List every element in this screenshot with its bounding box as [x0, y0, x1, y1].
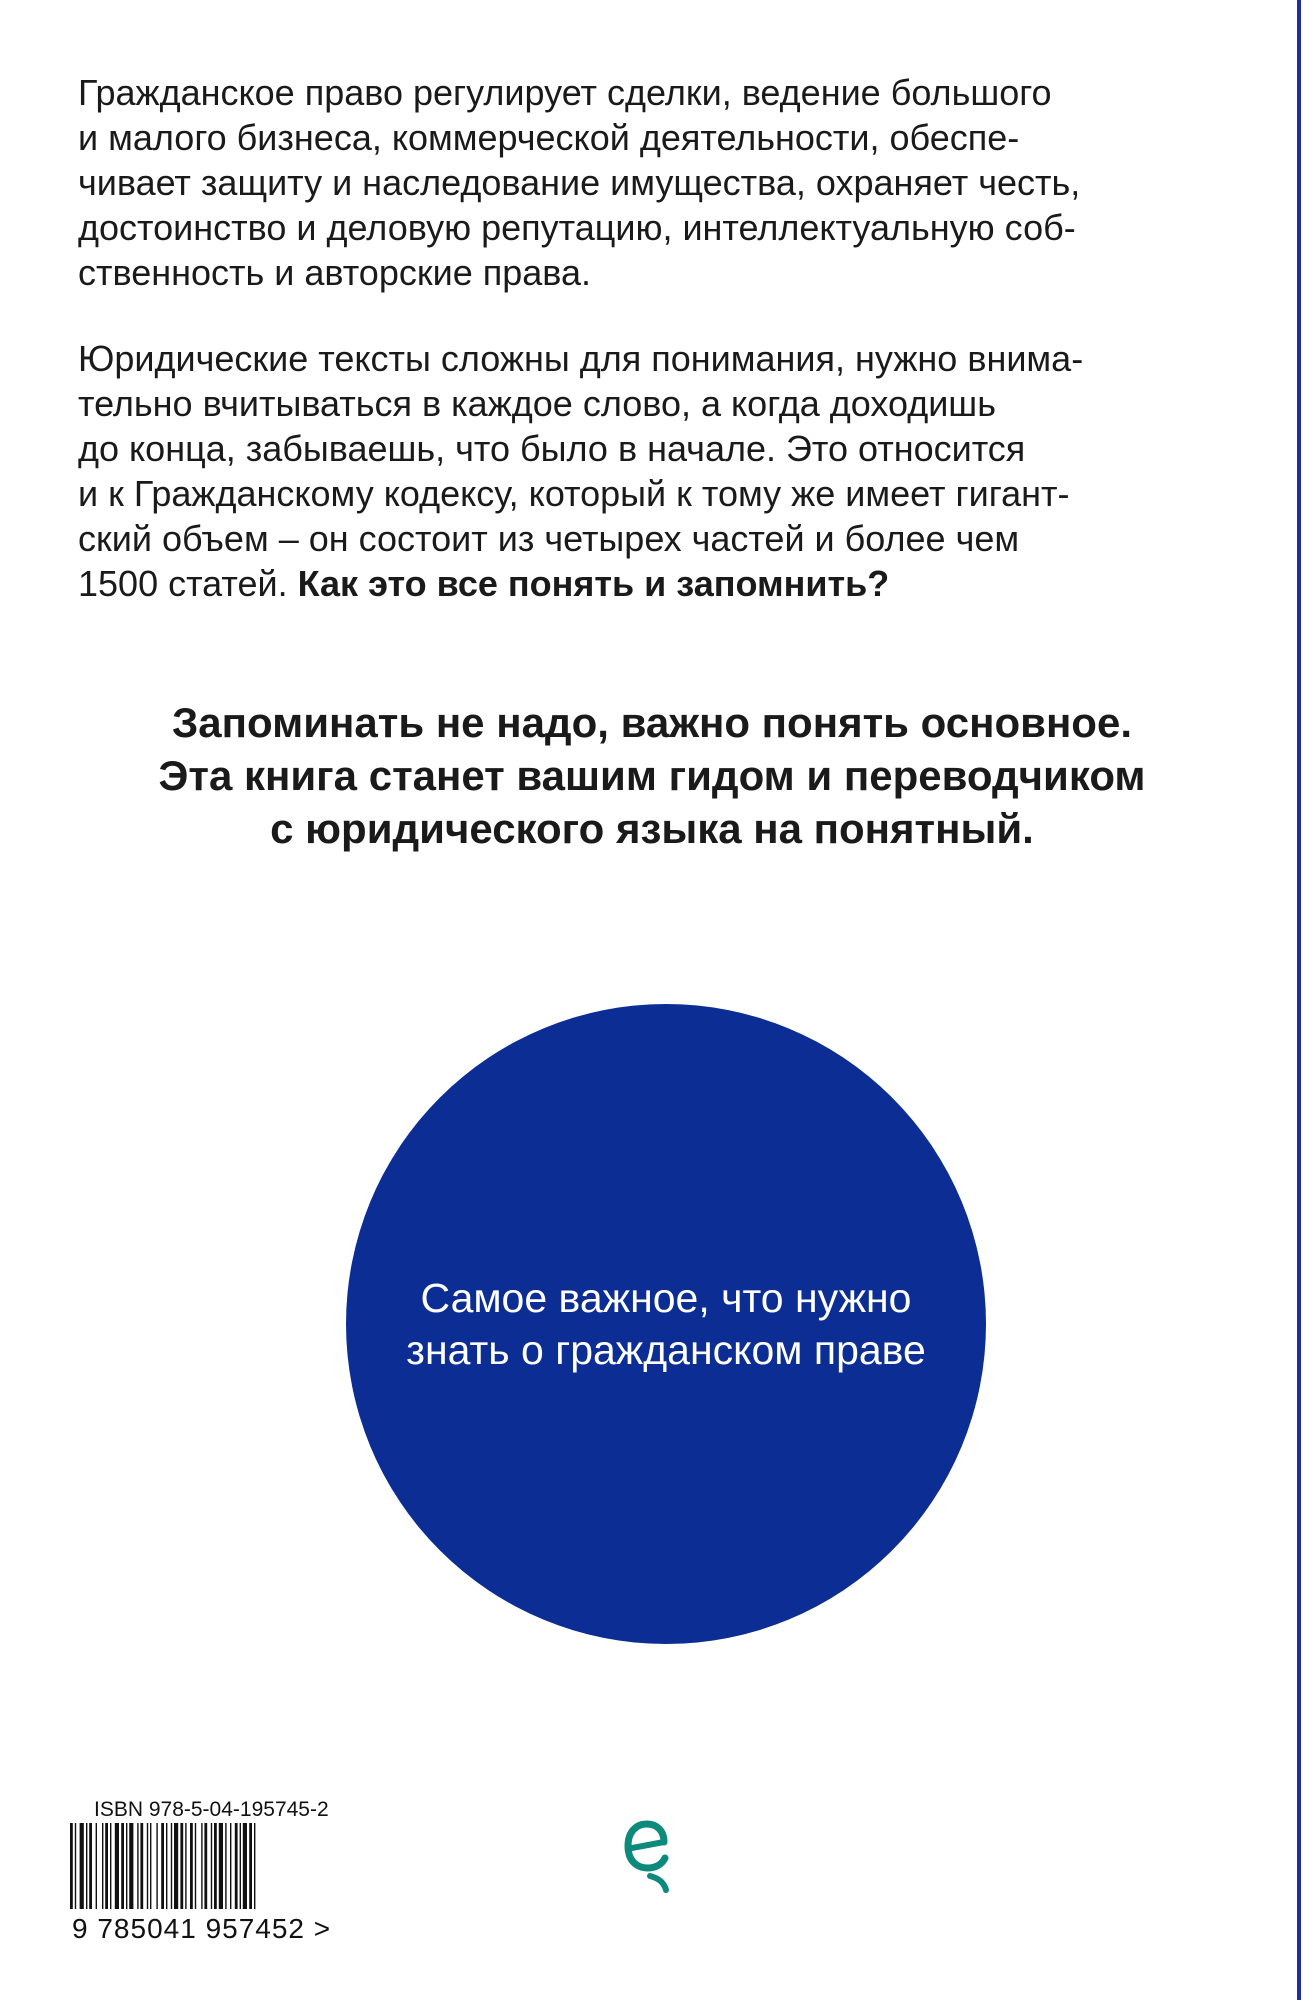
publisher-logo-icon	[620, 1818, 676, 1894]
text-line: ский объем – он состоит из четырех частей и более чем	[78, 518, 1020, 559]
lead-line: Эта книга станет вашим гидом и переводчиком	[158, 752, 1146, 799]
barcode-bar	[185, 1823, 186, 1909]
barcode-bar	[174, 1823, 178, 1909]
description-paragraph-1	[78, 70, 1218, 295]
text-line: и к Гражданскому кодексу, который к тому же имеет гигант-	[78, 473, 1070, 514]
barcode-bar	[254, 1823, 255, 1909]
text-line: тельно вчитываться в каждое слово, а когда доходишь	[78, 383, 996, 424]
barcode-bar	[249, 1823, 252, 1909]
barcode-bar	[105, 1823, 108, 1909]
barcode-bar	[150, 1823, 151, 1909]
description-paragraph-2	[78, 336, 1218, 606]
spine-edge-line	[1297, 0, 1301, 2000]
text-line-last	[78, 561, 1218, 606]
barcode-bar	[180, 1823, 183, 1909]
barcode-bar	[75, 1823, 76, 1909]
text-line: чивает защиту и наследование имущества, охраняет честь,	[78, 162, 1081, 203]
circle-line: Самое важное, что нужно	[420, 1275, 912, 1321]
barcode-bar	[137, 1823, 138, 1909]
barcode-bar	[230, 1823, 231, 1909]
barcode-bar	[80, 1823, 84, 1909]
barcode-bar	[86, 1823, 87, 1909]
barcode-bar	[102, 1823, 103, 1909]
text-line: ственность и авторские права.	[78, 252, 592, 293]
barcode-bar	[129, 1823, 133, 1909]
barcode-bar	[190, 1823, 193, 1909]
circle-title	[406, 1272, 926, 1376]
barcode-bar	[156, 1823, 157, 1909]
text-line: и малого бизнеса, коммерческой деятельности, обеспе-	[78, 117, 1020, 158]
barcode-bar	[115, 1823, 119, 1909]
barcode-bar	[214, 1823, 217, 1909]
lead-line: Запоминать не надо, важно понять основное.	[172, 699, 1132, 746]
lead-line: с юридического языка на понятный.	[270, 805, 1034, 852]
barcode-bar	[235, 1823, 238, 1909]
text-line: до конца, забываешь, что было в начале. Это относится	[78, 428, 1026, 469]
barcode-bar	[225, 1823, 226, 1909]
barcode-bar	[204, 1823, 207, 1909]
barcode-bar	[211, 1823, 212, 1909]
barcode-bar	[240, 1823, 241, 1909]
blue-circle-badge	[346, 1004, 986, 1644]
barcode-bar	[89, 1823, 92, 1909]
barcode-bar	[243, 1823, 247, 1909]
barcode-digits: 9 785041 957452 >	[72, 1913, 332, 1944]
barcode-bar	[171, 1823, 172, 1909]
barcode-bar	[126, 1823, 127, 1909]
barcode-bar	[110, 1823, 111, 1909]
text-line: достоинство и деловую репутацию, интеллектуальную соб-	[78, 207, 1076, 248]
question-emphasis: Как это все понять и запомнить?	[297, 563, 890, 604]
barcode-bar	[161, 1823, 164, 1909]
barcode-bar	[96, 1823, 97, 1909]
barcode-bar	[201, 1823, 202, 1909]
barcode-bar	[140, 1823, 143, 1909]
last-line-regular: 1500 статей.	[78, 563, 298, 604]
isbn-label: ISBN 978-5-04-195745-2	[94, 1798, 329, 1821]
barcode-bar	[121, 1823, 124, 1909]
lead-statement	[0, 696, 1304, 855]
barcode-bar	[147, 1823, 148, 1909]
text-line: Юридические тексты сложны для понимания, нужно внима-	[78, 338, 1084, 379]
barcode	[70, 1823, 332, 1909]
barcode-bar	[70, 1823, 73, 1909]
barcode-bar	[195, 1823, 196, 1909]
circle-line: знать о гражданском праве	[406, 1327, 926, 1373]
barcode-bar	[219, 1823, 223, 1909]
text-line: Гражданское право регулирует сделки, ведение большого	[78, 72, 1052, 113]
barcode-bar	[166, 1823, 167, 1909]
